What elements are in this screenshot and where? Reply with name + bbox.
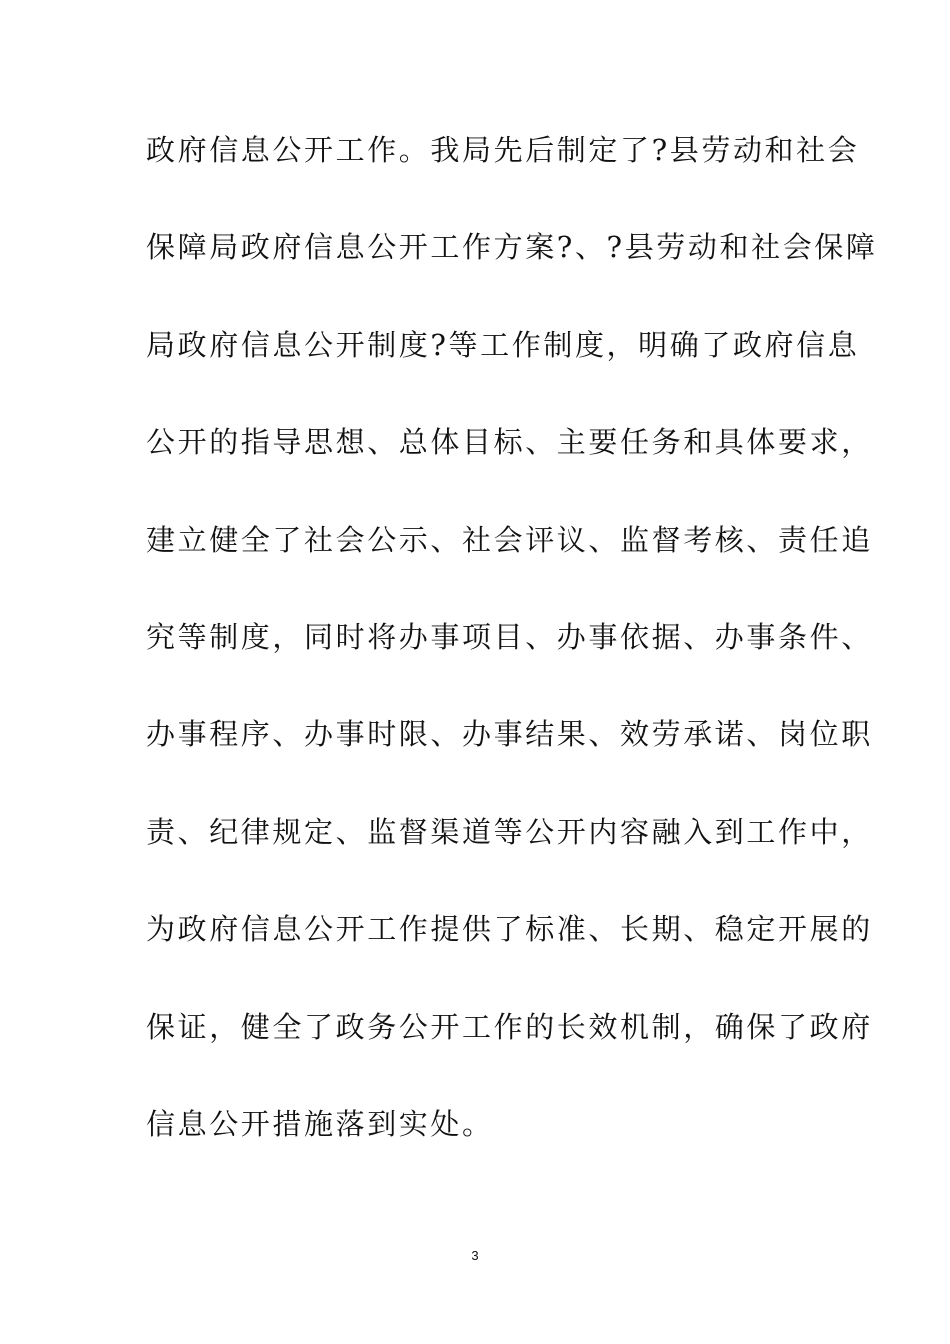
text-line: 保障局政府信息公开工作方案?、?县劳动和社会保障: [146, 230, 878, 265]
text-line: 究等制度，同时将办事项目、办事依据、办事条件、: [146, 619, 873, 654]
page-number: 3: [471, 1248, 479, 1263]
text-line: 保证，健全了政务公开工作的长效机制，确保了政府: [146, 1009, 873, 1044]
text-line: 信息公开措施落到实处。: [146, 1106, 494, 1141]
text-line: 责、纪律规定、监督渠道等公开内容融入到工作中，: [146, 814, 873, 849]
text-line: 政府信息公开工作。我局先后制定了?县劳动和社会: [146, 133, 860, 167]
text-line: 办事程序、办事时限、办事结果、效劳承诺、岗位职: [146, 717, 873, 752]
body-text: [146, 126, 878, 1197]
text-line: 局政府信息公开制度?等工作制度，明确了政府信息: [146, 327, 860, 362]
text-line: 为政府信息公开工作提供了标准、长期、稳定开展的: [146, 912, 873, 947]
text-line: 公开的指导思想、总体目标、主要任务和具体要求，: [146, 425, 873, 460]
text-line: 建立健全了社会公示、社会评议、监督考核、责任追: [146, 522, 873, 557]
